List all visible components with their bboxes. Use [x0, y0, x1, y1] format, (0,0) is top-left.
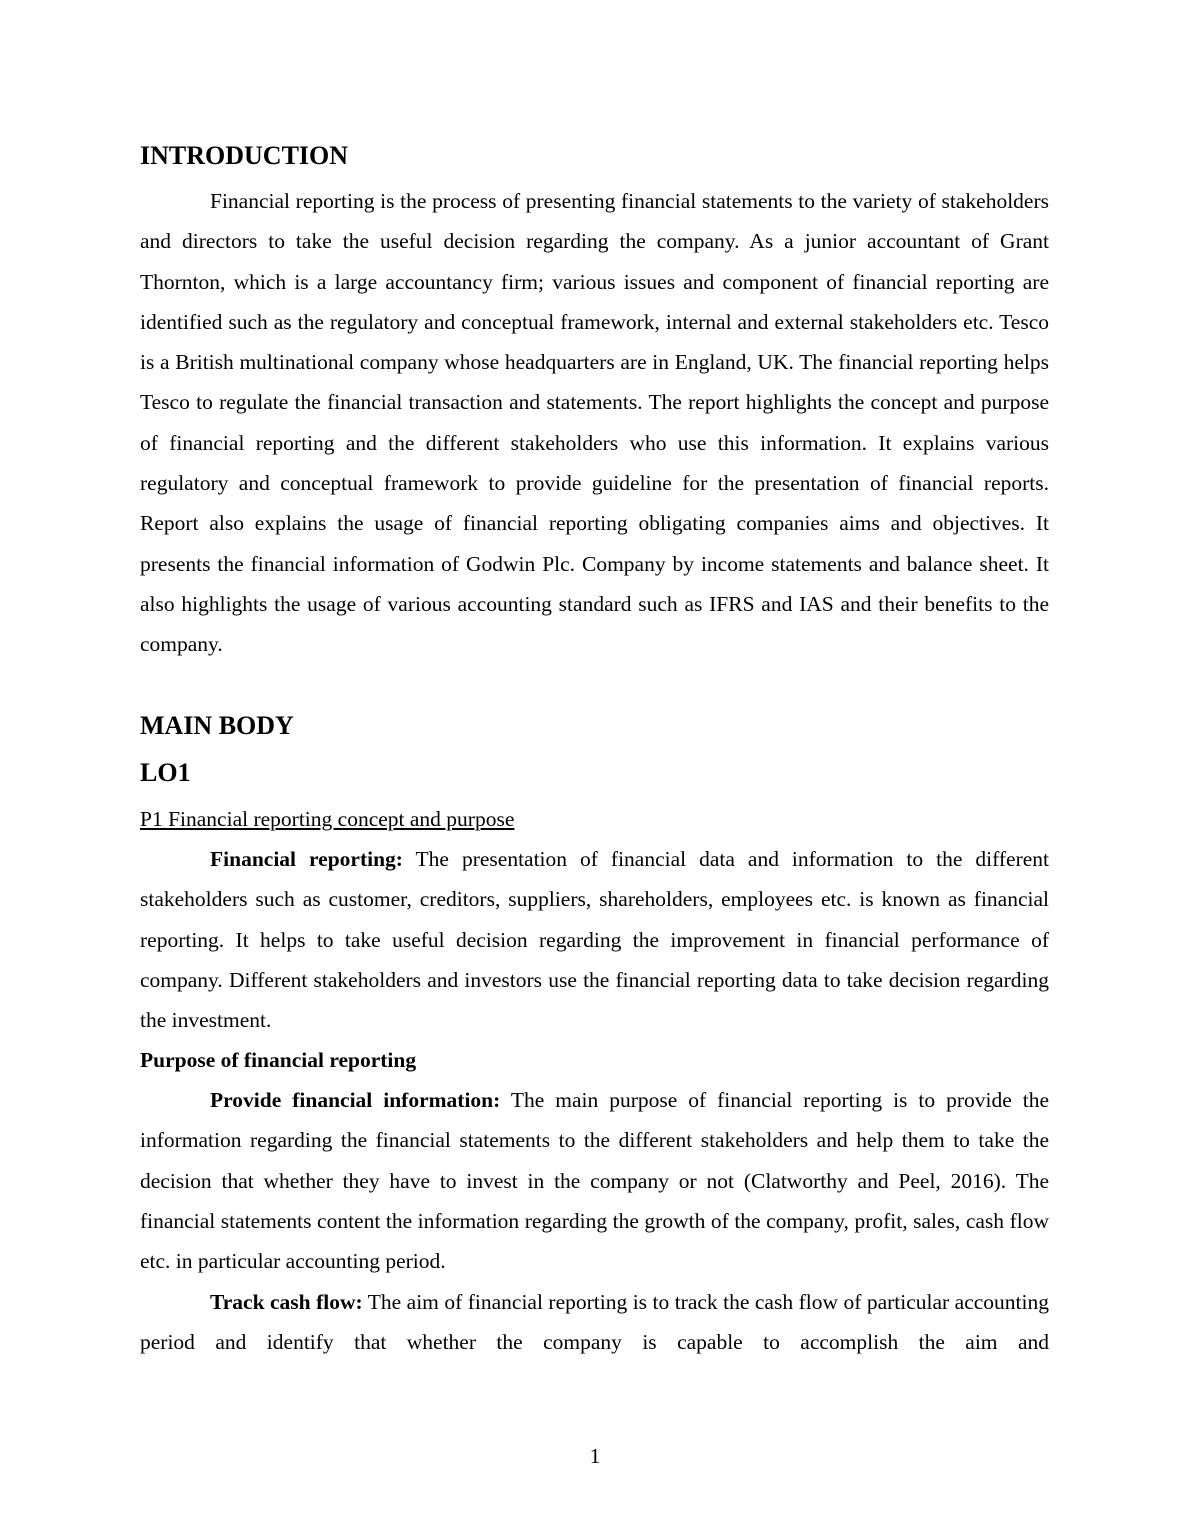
provide-info-term: Provide financial information:: [210, 1088, 501, 1112]
financial-reporting-term: Financial reporting:: [210, 847, 403, 871]
provide-info-paragraph: [140, 1080, 1049, 1281]
provide-info-text: The main purpose of financial reporting is to provide the information regarding the financial statements to the different stakeholders and help them to take the decision that whether they have to invest in the company or not (Clatworthy and Peel, 2016). The financial statements content the information regarding the growth of the company, profit, sales, cash flow etc. in particular accounting period.: [140, 1088, 1049, 1274]
track-cash-flow-term: Track cash flow:: [210, 1290, 363, 1314]
lo1-heading: LO1: [140, 758, 191, 787]
financial-reporting-paragraph: [140, 839, 1049, 1040]
track-cash-flow-text: The aim of financial reporting is to track the cash flow of particular accounting period and identify that whether the company is capable to accomplish the aim and: [140, 1290, 1049, 1355]
introduction-paragraph: Financial reporting is the process of presenting financial statements to the variety of stakeholders and directors to take the useful decision regarding the company. As a junior accountant of Grant Thornton, which is a large accountancy firm; various issues and component of financial reporting are identified such as the regulatory and conceptual framework, internal and external stakeholders etc. Tesco is a British multinational company whose headquarters are in England, UK. The financial reporting helps Tesco to regulate the financial transaction and statements. The report highlights the concept and purpose of financial reporting and the different stakeholders who use this information. It explains various regulatory and conceptual framework to provide guideline for the presentation of financial reports. Report also explains the usage of financial reporting obligating companies aims and objectives. It presents the financial information of Godwin Plc. Company by income statements and balance sheet. It also highlights the usage of various accounting standard such as IFRS and IAS and their benefits to the company.: [140, 189, 1049, 657]
introduction-heading: INTRODUCTION: [140, 141, 349, 170]
track-cash-flow-paragraph: [140, 1282, 1049, 1363]
main-body-heading: MAIN BODY: [140, 711, 294, 740]
financial-reporting-text: The presentation of financial data and information to the different stakeholders such as customer, creditors, suppliers, shareholders, employees etc. is known as financial reporting. It helps to take useful decision regarding the improvement in financial performance of company. Different stakeholders and investors use the financial reporting data to take decision regarding the investment.: [140, 847, 1049, 1033]
purpose-heading: Purpose of financial reporting: [140, 1048, 417, 1072]
p1-subheading: P1 Financial reporting concept and purpose: [140, 807, 515, 831]
page-number: 1: [589, 1444, 601, 1468]
